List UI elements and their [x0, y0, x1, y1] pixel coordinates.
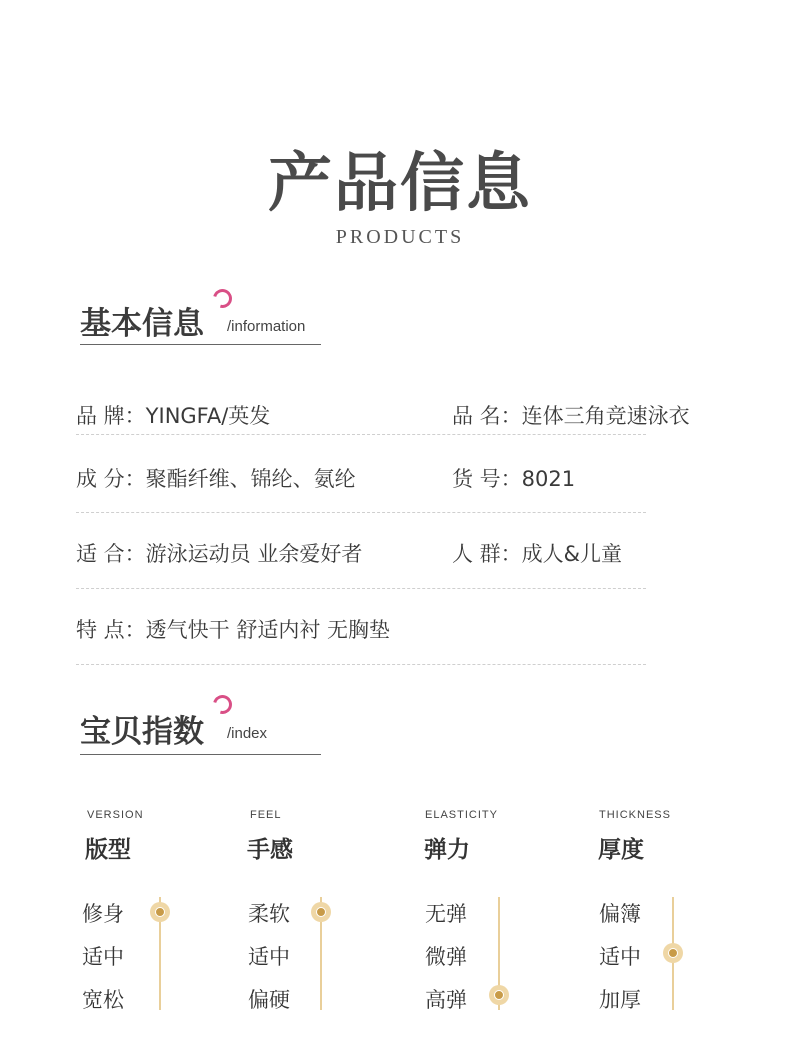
- feel-label-en: FEEL: [250, 809, 282, 821]
- version-option: 修身: [82, 902, 124, 926]
- selected-marker-icon: [489, 985, 509, 1005]
- thickness-label: 厚度: [598, 837, 644, 863]
- feel-label: 手感: [247, 837, 293, 863]
- info-brand: 品 牌：YINGFA/英发: [76, 404, 271, 428]
- thickness-option: 加厚: [599, 988, 641, 1012]
- thickness-option: 适中: [599, 945, 641, 969]
- index-subtitle: /index: [227, 725, 268, 742]
- info-item-number: 货 号：8021: [452, 467, 576, 491]
- feel-option: 柔软: [248, 902, 290, 926]
- page-subtitle: PRODUCTS: [335, 226, 465, 248]
- elasticity-option: 微弹: [425, 945, 467, 969]
- thickness-label-en: THICKNESS: [599, 809, 671, 821]
- info-product-name: 品 名：连体三角竞速泳衣: [452, 404, 690, 428]
- selected-marker-icon: [150, 902, 170, 922]
- info-audience: 人 群：成人&儿童: [452, 542, 623, 566]
- section-underline: [80, 344, 321, 345]
- feel-option: 适中: [248, 945, 290, 969]
- feel-option: 偏硬: [248, 988, 290, 1012]
- elasticity-option: 无弹: [425, 902, 467, 926]
- elasticity-option: 高弹: [425, 988, 467, 1012]
- version-label-en: VERSION: [87, 809, 144, 821]
- row-divider: [76, 434, 646, 435]
- selected-marker-icon: [311, 902, 331, 922]
- version-label: 版型: [85, 837, 131, 863]
- info-suitable: 适 合：游泳运动员 业余爱好者: [76, 542, 363, 566]
- elasticity-label: 弹力: [424, 837, 470, 863]
- row-divider: [76, 588, 646, 589]
- index-title: 宝贝指数: [80, 714, 204, 750]
- page-title: 产品信息: [268, 146, 532, 221]
- elasticity-label-en: ELASTICITY: [425, 809, 498, 821]
- thickness-option: 偏簿: [599, 902, 641, 926]
- row-divider: [76, 512, 646, 513]
- selected-marker-icon: [663, 943, 683, 963]
- basic-info-subtitle: /information: [227, 318, 306, 335]
- version-option: 宽松: [82, 988, 124, 1012]
- ring-decoration-icon: [210, 692, 236, 718]
- basic-info-title: 基本信息: [80, 306, 204, 342]
- row-divider: [76, 664, 646, 665]
- section-underline: [80, 754, 321, 755]
- info-material: 成 分：聚酯纤维、锦纶、氨纶: [76, 467, 356, 491]
- version-option: 适中: [82, 945, 124, 969]
- ring-decoration-icon: [210, 286, 236, 312]
- info-features: 特 点：透气快干 舒适内衬 无胸垫: [76, 618, 391, 642]
